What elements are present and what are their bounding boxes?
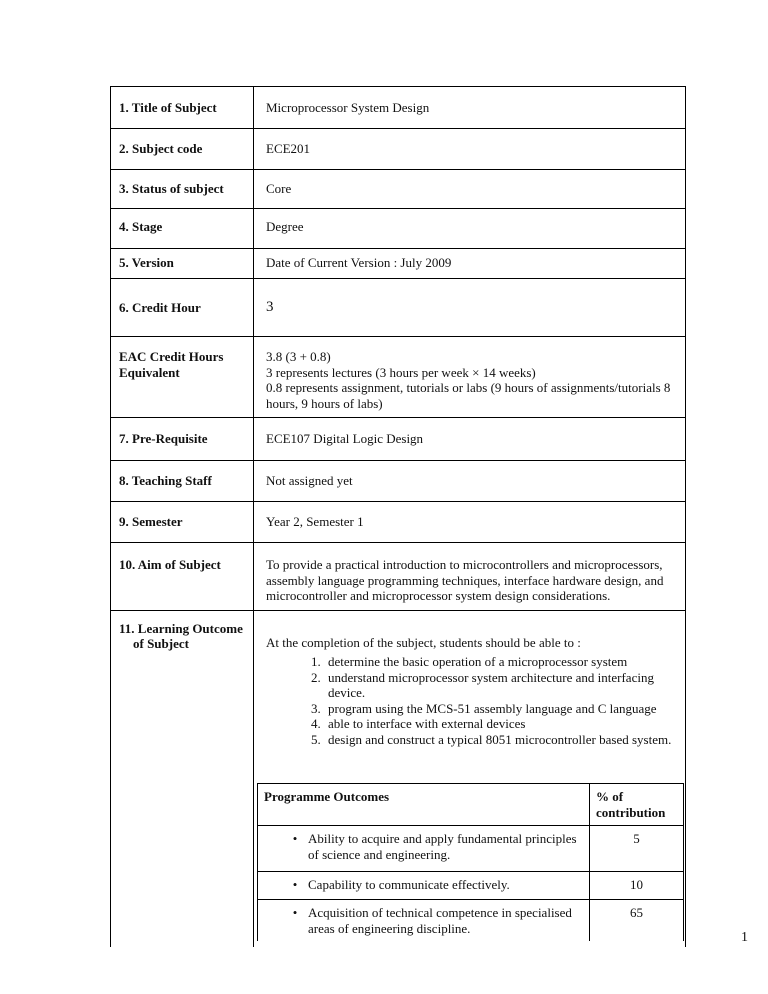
- field-label-stage: 4. Stage: [111, 209, 254, 249]
- field-value-learning-outcome: [254, 610, 686, 947]
- field-label-learning-outcome: [111, 610, 254, 947]
- table-row: [111, 170, 686, 209]
- bullet-icon: •: [292, 877, 298, 892]
- field-value-eac-credit: [254, 337, 686, 418]
- learning-outcome-item: 4. able to interface with external devices: [324, 716, 675, 732]
- field-value-prerequisite: ECE107 Digital Logic Design: [254, 418, 686, 461]
- field-label-semester: 9. Semester: [111, 502, 254, 543]
- table-row-learning-outcome: [111, 610, 686, 947]
- table-row: [111, 461, 686, 502]
- table-row: [111, 249, 686, 279]
- learning-outcome-item: 5. design and construct a typical 8051 microcontroller based system.: [324, 732, 675, 748]
- table-row: [111, 502, 686, 543]
- learning-outcome-item: 3. program using the MCS-51 assembly language and C language: [324, 701, 675, 717]
- field-label-version: 5. Version: [111, 249, 254, 279]
- programme-outcomes-table: [257, 783, 684, 941]
- programme-outcomes-header-row: [258, 784, 684, 826]
- table-row: [111, 418, 686, 461]
- contribution-value: 10: [590, 872, 684, 900]
- field-value-aim: To provide a practical introduction to microcontrollers and microprocessors, assembly language programming techniques, interface hardware design, and microcontroller and microprocessor system design considerations.: [254, 543, 686, 611]
- contribution-value: 5: [590, 826, 684, 872]
- eac-line-3: 0.8 represents assignment, tutorials or labs (9 hours of assignments/tutorials 8 hours, 9 hours of labs): [266, 380, 671, 411]
- programme-outcomes-header: Programme Outcomes: [258, 784, 590, 826]
- field-label-title: 1. Title of Subject: [111, 87, 254, 129]
- field-value-teaching-staff: Not assigned yet: [254, 461, 686, 502]
- programme-outcome-text: Ability to acquire and apply fundamental principles of science and engineering.: [308, 831, 577, 862]
- learning-outcome-list: [266, 654, 675, 747]
- bullet-icon: •: [292, 831, 298, 846]
- field-value-title: Microprocessor System Design: [254, 87, 686, 129]
- table-row: [111, 87, 686, 129]
- field-value-stage: Degree: [254, 209, 686, 249]
- field-value-credit-hour: 3: [254, 279, 686, 337]
- learning-outcome-label-line2: of Subject: [133, 636, 189, 651]
- field-value-version: Date of Current Version : July 2009: [254, 249, 686, 279]
- table-row: [111, 129, 686, 170]
- programme-outcome-row: [258, 900, 684, 942]
- programme-outcome-row: [258, 872, 684, 900]
- field-label-aim: 10. Aim of Subject: [111, 543, 254, 611]
- field-value-status: Core: [254, 170, 686, 209]
- contribution-value: 65: [590, 900, 684, 942]
- programme-outcome-row: [258, 826, 684, 872]
- contribution-header: % of contribution: [590, 784, 684, 826]
- learning-outcome-intro: At the completion of the subject, students should be able to :: [266, 634, 581, 650]
- programme-outcome-cell: [258, 872, 590, 900]
- field-label-prerequisite: 7. Pre-Requisite: [111, 418, 254, 461]
- table-row: [111, 337, 686, 418]
- programme-outcome-text: Acquisition of technical competence in specialised areas of engineering discipline.: [308, 905, 572, 936]
- table-row: [111, 209, 686, 249]
- programme-outcome-text: Capability to communicate effectively.: [308, 877, 510, 892]
- eac-line-1: 3.8 (3 + 0.8): [266, 349, 331, 364]
- field-value-subject-code: ECE201: [254, 129, 686, 170]
- field-label-status: 3. Status of subject: [111, 170, 254, 209]
- programme-outcome-cell: [258, 826, 590, 872]
- field-value-semester: Year 2, Semester 1: [254, 502, 686, 543]
- learning-outcome-item: 2. understand microprocessor system architecture and interfacing device.: [324, 670, 675, 701]
- table-row: [111, 543, 686, 611]
- field-label-eac-credit: EAC Credit Hours Equivalent: [111, 337, 254, 418]
- learning-outcome-label-line1: 11. Learning Outcome: [119, 620, 243, 636]
- field-label-subject-code: 2. Subject code: [111, 129, 254, 170]
- subject-description-table: [110, 86, 686, 947]
- bullet-icon: •: [292, 905, 298, 920]
- learning-outcome-item: 1. determine the basic operation of a microprocessor system: [324, 654, 675, 670]
- programme-outcome-cell: [258, 900, 590, 942]
- table-row: [111, 279, 686, 337]
- eac-line-2: 3 represents lectures (3 hours per week × 14 weeks): [266, 364, 536, 380]
- field-label-credit-hour: 6. Credit Hour: [111, 279, 254, 337]
- field-label-teaching-staff: 8. Teaching Staff: [111, 461, 254, 502]
- page-number: 1: [741, 930, 748, 945]
